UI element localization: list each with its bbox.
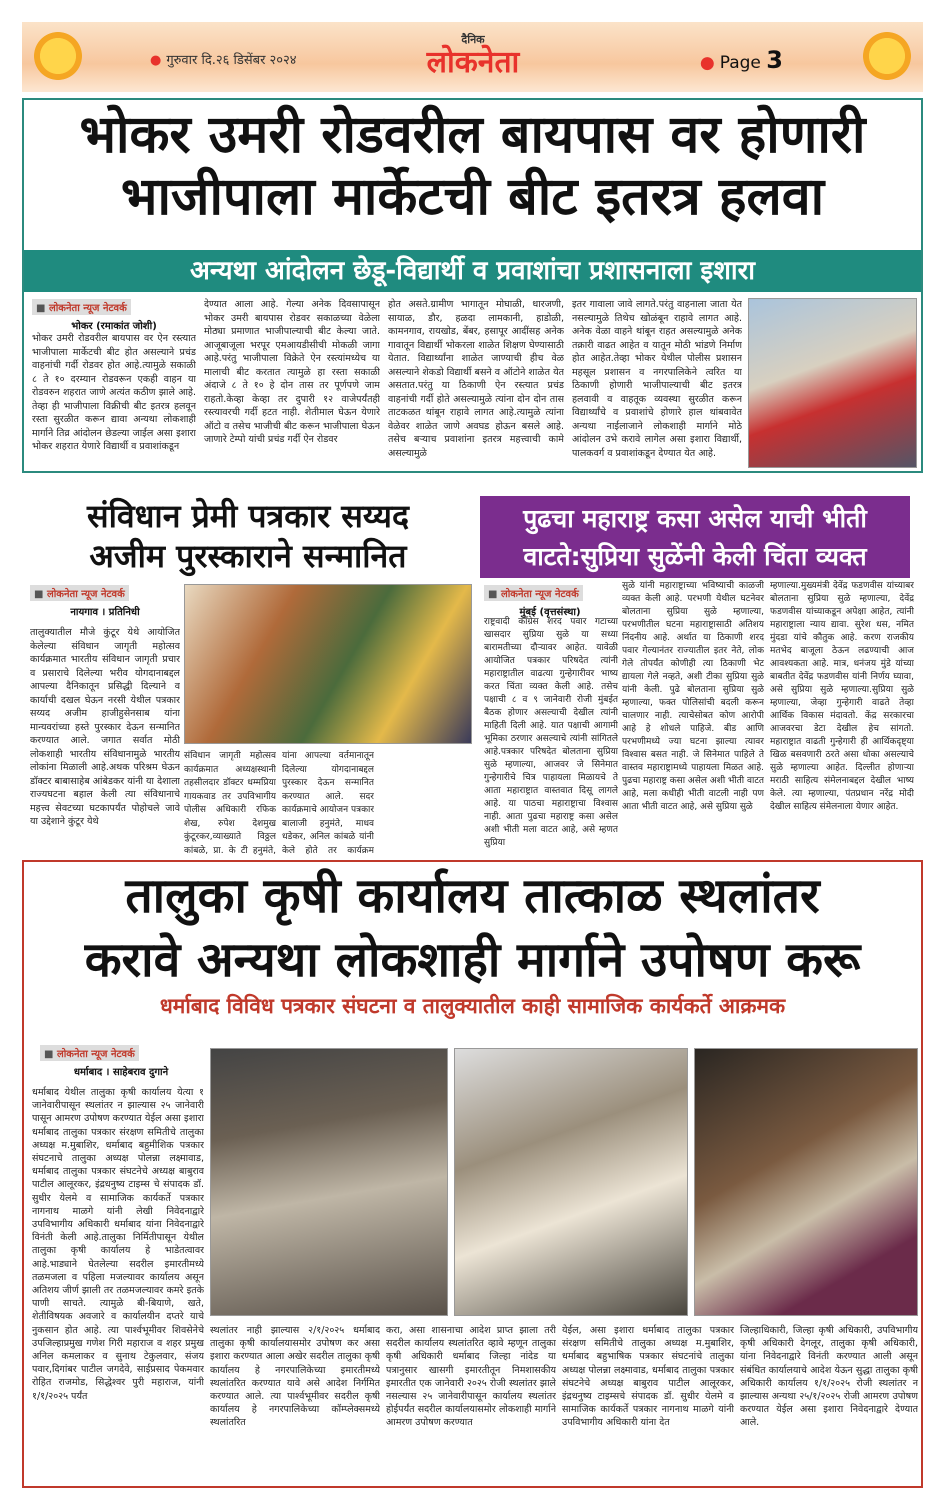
headline-line: वाटते:सुप्रिया सुळेंनी केली चिंता व्यक्त: [523, 542, 867, 571]
headline-line: तालुका कृषी कार्यालय तात्काळ स्थलांतर: [125, 868, 820, 924]
story4-subhead: धर्माबाद विविध पत्रकार संघटना व तालुक्यातील काही सामाजिक कार्यकर्ते आक्रमक: [159, 994, 786, 1018]
story-bypass-market: [22, 98, 923, 473]
story1-column: इतर गावाला जावे लागते.परंतु वाहनाला जाता येत नसल्यामुळे तिथेच खोळंबून राहावे लागत आहे. अनेक वेळा वाहने थांबून राहत असल्यामुळे अनेक तक्रारी वाढत आहेत व यातून मोठी भांडणे निर्माण होत आहेत.तेव्हा भोकर येथील पोलीस प्रशासन महसूल प्रशासन व नगरपालिकेने त्वरित या ठिकाणी होणारी भाजीपाल्याची बीट इतरत्र हलवावी व वाहतूक व्यवस्था सुरळीत करून विद्यार्थ्यांचे व प्रवाशांचे होणारे हाल थांबवावेत अन्यथा नाईलाजाने लोकशाही मार्गाने मोठे आंदोलन उभे करावे लागेल असा इशारा विद्यार्थी, पालकवर्ग व प्रवाशांकडून देण्यात येत आहे.: [572, 299, 742, 459]
story4-column: करा, असा शासनाचा आदेश प्राप्त झाला तरी सदरील कार्यालय स्थलांतरित व्हावे म्हणून तालुका कृषी अधिकारी धर्माबाद जिल्हा नांदेड या पत्रानुसार खासगी इमारतीतून निमशासकीय इमारतीत एक जानेवारी २०२५ रोजी स्थलांतर झाले नसल्यास २५ जानेवारीपासून कार्यालय स्थलांतर होईपर्यंत सदरील कार्यालयासमोर लोकशाही मार्गाने आमरण उपोषण करण्यात: [386, 1325, 556, 1429]
story4-column: स्थलांतर नाही झाल्यास २/१/२०२५ धर्माबाद तालुका कृषी कार्यालयासमोर उपोषण कर असा इशारा करण्यात आला अखेर सदरील तालुका कृषी कार्यालय हे नगरपालिकेच्या इमारतीमध्ये स्थलांतरित करण्यात यावे असे आदेश निर्गमित करण्यात आले. त्या पार्श्वभूमीवर सदरील कृषी कार्यालय हे नगरपालिकेच्या कॉम्प्लेक्समध्ये स्थलांतरित: [210, 1325, 380, 1429]
dateline: धर्माबाद । साहेबराव दुगाने: [73, 1067, 169, 1078]
story4-column: धर्माबाद येथील तालुका कृषी कार्यालय येत्या १ जानेवारीपासून स्थलांतर न झाल्यास २५ जानेवारी पासून आमरण उपोषण करण्यात येईल असा इशारा धर्माबाद तालुका पत्रकार संरक्षण समितीचे तालुका अध्यक्ष म.मुबाशिर, धर्माबाद बहुमीशिक पत्रकार संघटनाचे तालुका अध्यक्ष पोलन्ना लक्ष्मावाड, धर्माबाद तालुका पत्रकार संघटनेचे अध्यक्ष बाबुराव पाटील आलूरकर, इंद्रधनुष्य टाइम्स चे संपादक डॉ. सुधीर येलमे व सामाजिक कार्यकर्ते पत्रकार नागनाथ माळगे यांनी लेखी निवेदनाद्वारे उपविभागीय अधिकारी धर्माबाद यांना निवेदनाद्वारे विनंती केली आहे.तालुका निर्मितीपासून येथील तालुका कृषी कार्यालय हे भाडेतत्वावर आहे.भाड्याने घेतलेल्या सदरील इमारतीमध्ये तळमजला व पहिला मजल्यावर कार्यालय असून अतिशय जीर्ण झाली तर तळमजल्यावर कमरे इतके पाणी साचते. त्यामुळे बी-बियाणे, खते, शेतीविषयक अवजारे व कार्यालयीन दप्तरे याचे नुकसान होत आहे. त्या पार्श्वभूमीवर शिवसेनेचे उपजिल्हाप्रमुख गणेश गिरी महाराज व शहर प्रमुख अनिल कमलाकर व सुनाथ टेकुलवार, संजय पवार,दिगांबर पाटील जगदेवे, साईप्रसाद पेकमवार रोहित राजमोड, सिद्धेश्वर पुरी महाराज, यांनी १/१/२०२५ पर्यंत: [32, 1087, 204, 1402]
logo-prefix: दैनिक: [461, 33, 485, 46]
logo-title: लोकनेता: [426, 45, 520, 80]
page-number: [700, 46, 783, 74]
story2-column: तालुक्यातील मौजे कुंटूर येथे आयोजित केलेल्या संविधान जागृती महोत्सव कार्यक्रमात भारतीय संविधान जागृती प्रचार व प्रसाराचे दिलेल्या भरीव योगदानाबद्दल आपल्या दैनिकातून प्रसिद्धी दिल्याने व कार्याची दखल घेऊन नरसी येथील पत्रकार सय्यद अजीम हाजीहुसेनसाब यांना मान्यवरांच्या हस्ते पुरस्कार देऊन सन्मानित करण्यात आले. जगात सर्वात मोठी लोकशाही भारतीय संविधानामुळे भारतीय लोकांना मिळाली आहे.अथक परिश्रम घेऊन डॉक्टर बाबासाहेब आंबेडकर यांनी या देशाला राज्यघटना बहाल केली त्या संविधानाचे महत्त्व सेवटच्या घटकापर्यंत पोहोचले जावे या उद्देशाने कुंटूर येथे: [30, 627, 180, 827]
headline-line: पुढचा महाराष्ट्र कसा असेल याची भीती: [523, 504, 867, 533]
story2-column: संविधान जागृती महोत्सव कार्यक्रमात अध्यक्षस्थानी तहसीलदार डॉक्टर धम्मप्रिया गायकवाड तर उपविभागीय पोलीस अधिकारी रफिक शेख, रुपेश देशमुख कुंटूरकर,व्याख्याते विठ्ठल कांबळे, प्रा. के टी हनुमंते,: [184, 751, 276, 856]
headline-line: भाजीपाला मार्केटची बीट इतरत्र हलवा: [120, 166, 825, 227]
news-network-tag: ■ लोकनेता न्यूज नेटवर्क: [30, 585, 129, 601]
page-label: Page: [719, 53, 761, 73]
story-agri-office: [22, 860, 923, 1488]
story4-column: जिल्हाधिकारी, जिल्हा कृषी अधिकारी, उपविभागीय कृषी अधिकारी देगलूर, तालुका कृषी अधिकारी, यांना निवेदनाद्वारे विनंती करण्यात आली असून संबंधित कार्यालयाचे आदेश येऊन सुद्धा तालुका कृषी अधिकारी कार्यालय १/१/२०२५ रोजी स्थलांतर न झाल्यास अन्यथा २५/१/२०२५ रोजी आमरण उपोषण करण्यात येईल असा इशारा निवेदनाद्वारे देण्यात आले.: [740, 1325, 918, 1429]
sun-icon: [30, 28, 86, 84]
dateline: भोकर (रमाकांत जोशी): [71, 321, 157, 332]
masthead: [22, 22, 923, 92]
headline-line: भोकर उमरी रोडवरील बायपास वर होणारी: [79, 104, 866, 165]
dateline: मुंबई (वृत्तसंस्था): [519, 607, 581, 618]
office-photo-2: [454, 1048, 688, 1316]
news-network-tag: ■ लोकनेता न्यूज नेटवर्क: [40, 1045, 139, 1061]
issue-date: ● गुरुवार दि.२६ डिसेंबर २०२४: [150, 50, 297, 68]
news-network-tag: ■ लोकनेता न्यूज नेटवर्क: [484, 585, 583, 601]
story1-column: भोकर उमरी रोडवरील बायपास वर ऐन रस्त्यात भाजीपाला मार्केटची बीट होत असल्याने प्रचंड वाहनांची गर्दी रोडवर होत आहे.त्यामुळे सकाळी ८ ते १० दरम्यान रोडवरून एकही वाहन या रोडवरुन शहरात जाणे अत्यंत कठीण झाले आहे. तेव्हा ही भाजीपाला विक्रीची बीट इतरत्र हलवून रस्ता सुरळीत करून द्यावा अन्यथा लोकशाही मार्गाने तिव्र आंदोलन छेडल्या जाईल असा इशारा भोकर शहरात येणारे विद्यार्थी व प्रवाशांकडून: [32, 333, 196, 452]
story1-headline: [24, 100, 921, 228]
story3-column: राष्ट्रवादी काँग्रेस शरद पवार गटाच्या खासदार सुप्रिया सुळे या सध्या बारामतीच्या दौऱ्यावर आहेत. यावेळी आयोजित पत्रकार परिषदेत त्यांनी महाराष्ट्रातील वाढत्या गुन्हेगारीवर भाष्य करत चिंता व्यक्त केली आहे. तसेच पक्षाची ८ व ९ जानेवारी रोजी मुंबईत बैठक होणार असल्याची देखील त्यांनी माहिती दिली आहे. यात पक्षाची आगामी भूमिका ठरणार असल्याचे त्यांनी सांगितले आहे.पत्रकार परिषदेत बोलताना सुप्रिया सुळे म्हणाल्या, आजवर जे सिनेमात गुन्हेगारीचे चित्र पाहायला मिळायचे ते आता महाराष्ट्रात वास्तवात दिसू लागले आहे. या पाठचा महाराष्ट्राचा विश्वास नाही. आता पुढचा महाराष्ट्र कसा असेल अशी भीती मला वाटत आहे, असे म्हणत सुप्रिया: [484, 617, 618, 848]
office-photo-3: [694, 1048, 918, 1316]
dateline: नायगाव । प्रतिनिधी: [70, 607, 140, 618]
newspaper-logo: [378, 34, 568, 80]
headline-line: संविधान प्रेमी पत्रकार सय्यद: [87, 497, 409, 535]
story1-subhead: अन्यथा आंदोलन छेडू-विद्यार्थी व प्रवाशांचा प्रशासनाला इशारा: [24, 250, 921, 292]
award-photo: [184, 584, 472, 744]
office-photo-1: [210, 1048, 448, 1316]
story1-column: होत असते.ग्रामीण भागातून मोघाळी, धारजणी, सायाळ, डौर, हळदा लामकानी, हाडोळी, कामनगाव, रायखोड, बेंबर, हसापूर आदींसह अनेक गावातून विद्यार्थी भोकरला शाळेत शिक्षण घेण्यासाठी येतात. विद्यार्थ्यांना शाळेत जाण्याची हीच वेळ असल्याने शेकडो विद्यार्थी बसने व ऑटोने शाळेत येत असतात.परंतु या ठिकाणी ऐन रस्त्यात प्रचंड वाहनांची गर्दी होते असल्यामुळे त्यांना दोन दोन तास ताटकळत थांबून राहावे लागत आहे.त्यामुळे त्यांना वेळेवर शाळेत जाणे अवघड होऊन बसले आहे. तसेच बऱ्याच प्रवाशांना इतरत्र महत्त्वाची कामे असल्यामुळे: [388, 299, 564, 459]
traffic-photo: [748, 298, 917, 468]
story4-headline: [24, 862, 921, 992]
story2-column: यांना आपल्या वर्तमानातून दिलेल्या योगदानाबद्दल पुरस्कार देऊन सन्मानित करण्यात आले. सदर कार्यक्रमाचे आयोजन पत्रकार बालाजी हनुमंते, माधव धडेकर, अनिल कांबळे यांनी केले होते तर कार्यक्रम: [282, 751, 374, 856]
story2-headline: [28, 496, 468, 576]
story3-column: सुळे यांनी महाराष्ट्राच्या भविष्याची काळजी व्यक्त केली आहे. परभणी येथील घटनेवर बोलताना सुप्रिया सुळे म्हणाल्या, परभणीतील घटना महाराष्ट्रासाठी अतिशय निंदनीय आहे. अर्थात या ठिकाणी शरद पवार गेल्यानंतर राज्यातील इतर नेते, लोक गेले तोपर्यंत कोणीही त्या ठिकाणी भेट द्यायला गेले नव्हते, अशी टीका सुप्रिया सुळे यांनी केली. पुढे बोलताना सुप्रिया सुळे म्हणाल्या, फक्त पोलिसांची बदली करून चालणार नाही. त्याचेसोबत कोण आरोपी आहे हे शोधले पाहिजे. बीड आणि परभणीमध्ये ज्या घटना झाल्या त्यावर विश्वास बसत नाही. जे सिनेमात पाहिले ते वास्तव महाराष्ट्रामध्ये पाहायला मिळत आहे. पुढचा महाराष्ट्र कसा असेल अशी भीती वाटत आहे, मला कधीही भीती वाटली नाही पण आता भीती वाटत आहे, असे सुप्रिया सुळे: [622, 581, 764, 812]
story1-column: देण्यात आला आहे. गेल्या अनेक दिवसापासून भोकर उमरी बायपास रोडवर सकाळच्या वेळेला मोठ्या प्रमाणात भाजीपाल्याची बीट केल्या जाते. आजूबाजूला भरपूर एमआयडीसीची मोकळी जागा आहे.परंतु भाजीपाला विक्रेते ऐन रस्त्यांमध्येच या मालाची बीट करतात त्यामुळे हा रस्ता सकाळी अंदाजे ८ ते १० हे दोन तास तर पूर्णपणे जाम राहतो.केव्हा केव्हा तर दुपारी १२ वाजेपर्यंतही रस्त्यावरची गर्दी हटत नाही. शेतीमाल घेऊन येणारे ऑटो व तसेच भाजीची बीट करून भाजीपाला घेऊन जाणारे टेम्पो यांची प्रचंड गर्दी ऐन रोडवर: [204, 299, 380, 445]
story3-column: म्हणाल्या.मुख्यमंत्री देवेंद्र फडणवीस यांच्याबर बोलताना सुप्रिया सुळे म्हणाल्या, देवेंद्र फडणवीस यांच्याकडून अपेक्षा आहेत, त्यांनी महाराष्ट्राला न्याय द्यावा. सुरेश धस, नमित मुंदडा यांचे कौतुक आहे. करण राजकीय मतभेद बाजूला ठेऊन लढण्याची आज आवश्यकता आहे. मात्र, धनंजय मुंडे यांच्या बाबतीत देवेंद्र फडणवीस यांनी निर्णय घ्यावा, असे सुप्रिया सुळे म्हणाल्या.सुप्रिया सुळे म्हणाल्या, जेव्हा गुन्हेगारी वाढते तेव्हा आर्थिक विकास मंदावतो. केंद्र सरकारचा आजवरचा डेटा देखील हेच सांगतो. महाराष्ट्रात वाढती गुन्हेगारी ही आर्थिकदृष्ट्या खिळ बसवणारी ठरते असा धोका असल्याचे सुळे म्हणाल्या आहेत. दिल्लीत होणाऱ्या मराठी साहित्य संमेलनाबद्दल देखील भाष्य केले. त्या म्हणाल्या, पंतप्रधान नरेंद्र मोदी देखील साहित्य संमेलनाला येणार आहेत.: [770, 581, 914, 812]
headline-line: अजीम पुरस्काराने सन्मानित: [89, 537, 407, 575]
story4-column: येईल, असा इशारा धर्माबाद तालुका पत्रकार संरक्षण समितीचे तालुका अध्यक्ष म.मुबाशिर, धर्माबाद बहुभाषिक पत्रकार संघटनांचे तालुका अध्यक्ष पोलन्ना लक्ष्मावाड, धर्माबाद तालुका पत्रकार संघटनेचे अध्यक्ष बाबुराव पाटील आलूरकर, इंद्रधनुष्य टाइम्सचे संपादक डॉ. सुधीर येलमे व सामाजिक कार्यकर्ते पत्रकार नागनाथ माळगे यांनी उपविभागीय अधिकारी यांना देत: [562, 1325, 734, 1429]
story3-headline: [480, 496, 910, 578]
sun-icon: [859, 28, 915, 84]
news-network-tag: ■ लोकनेता न्यूज नेटवर्क: [32, 299, 131, 315]
headline-line: करावे अन्यथा लोकशाही मार्गाने उपोषण करू: [84, 932, 861, 988]
page-num: 3: [766, 46, 783, 74]
